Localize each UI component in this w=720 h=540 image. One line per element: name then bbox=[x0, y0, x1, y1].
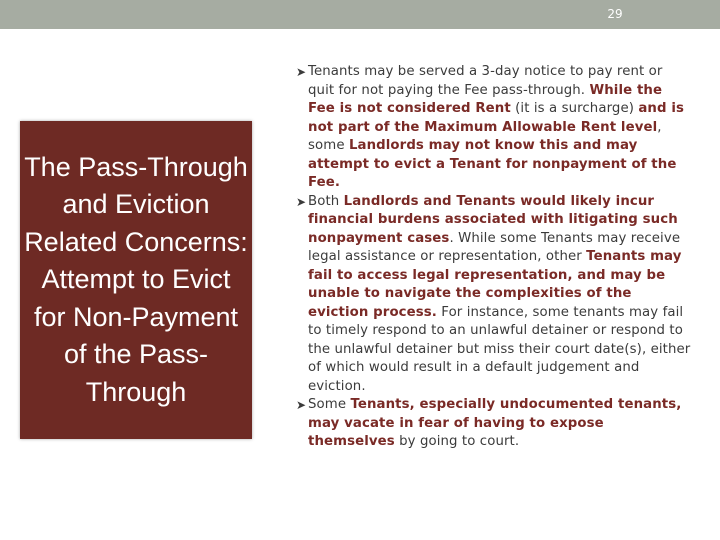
bullet-item bbox=[296, 63, 692, 193]
title-panel bbox=[20, 121, 252, 439]
bullet-text: For instance, some tenants may fail to timely respond to an unlawful detainer or respond to the unlawful detainer but miss their court date(s), either of which would result in a default judgement and eviction. bbox=[308, 304, 691, 394]
bullet-text: by going to court. bbox=[394, 434, 520, 449]
slide-title: The Pass-Through and Eviction Related Concerns: Attempt to Evict for Non-Payment of the Pass-Through bbox=[24, 151, 248, 407]
bullet-emphasis-text: and is not part of the Maximum Allowable Rent level bbox=[308, 101, 685, 135]
bullet-list bbox=[296, 63, 692, 452]
bullet-text: Some bbox=[308, 397, 351, 412]
bullet-emphasis-text: While the Fee is not considered Rent bbox=[308, 82, 663, 116]
arrowhead-bullet-icon: ➤ bbox=[296, 398, 307, 412]
top-bar bbox=[0, 0, 720, 29]
bullet-text: Tenants may be served a 3-day notice to pay rent or quit for not paying the Fee pass-through. bbox=[308, 64, 663, 98]
bullet-emphasis-text: Landlords may not know this and may attempt to evict a Tenant for nonpayment of the Fee. bbox=[308, 138, 677, 190]
slide-number: 29 bbox=[607, 7, 623, 21]
bullet-text: (it is a surcharge) bbox=[510, 101, 639, 116]
bullet-text: , some bbox=[308, 119, 662, 153]
bullet-text: Both bbox=[308, 193, 344, 209]
bullet-item bbox=[296, 396, 692, 452]
bullet-emphasis-text: Tenants may fail to access legal representation, and may be unable to navigate the complexities of the eviction process. bbox=[308, 249, 682, 320]
bullet-item bbox=[296, 193, 692, 397]
bullet-emphasis-text: Landlords and Tenants would likely incur financial burdens associated with litigating such nonpayment cases bbox=[308, 193, 678, 246]
bullet-emphasis-text: Tenants, especially undocumented tenants, may vacate in fear of having to expose themselves bbox=[308, 397, 682, 449]
arrowhead-bullet-icon: ➤ bbox=[296, 194, 307, 209]
bullet-text: . While some Tenants may receive legal assistance or representation, other bbox=[308, 230, 681, 264]
arrowhead-bullet-icon: ➤ bbox=[296, 65, 307, 79]
